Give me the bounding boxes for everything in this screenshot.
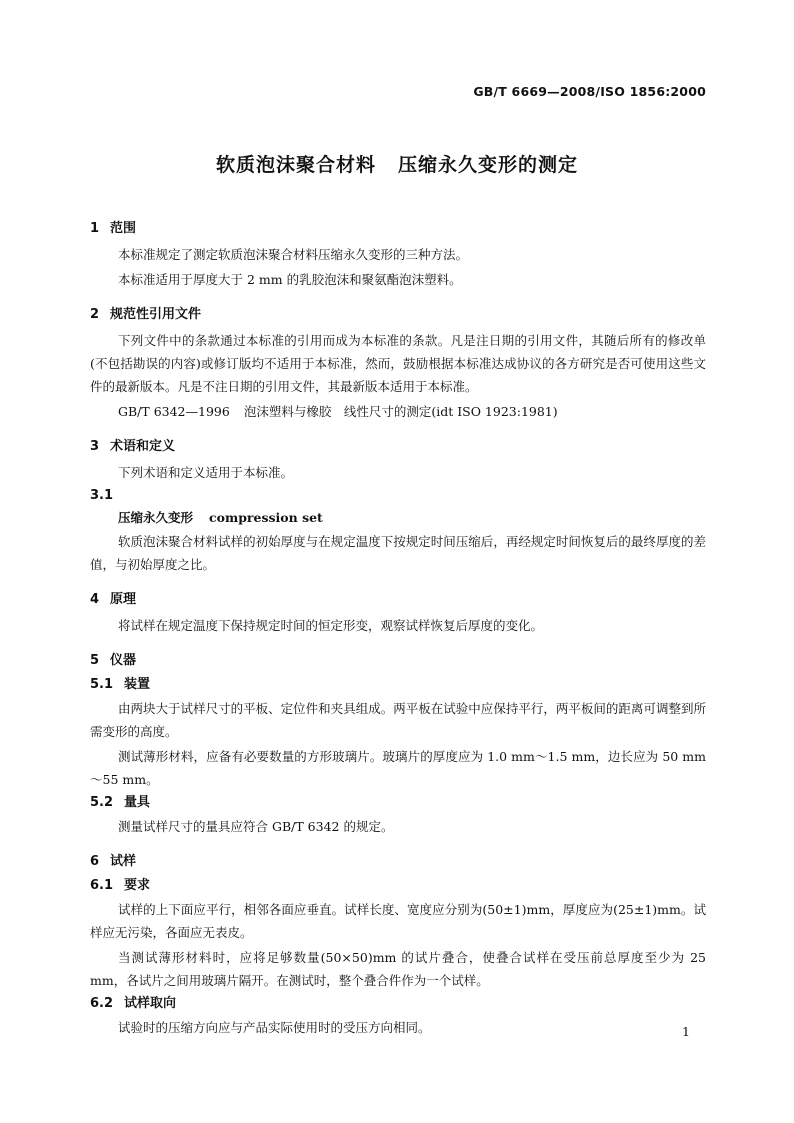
section-2-paragraph-1: 下列文件中的条款通过本标准的引用而成为本标准的条款。凡是注日期的引用文件，其随后所有的修改单(不包括勘误的内容)或修订版均不适用于本标准，然而，鼓励根据本标准达成协议的各方研究是否可使用这些文件的最新版本。凡是不注日期的引用文件，其最新版本适用于本标准。: [90, 333, 706, 394]
term-english: compression set: [209, 510, 323, 525]
subsection-6-1-paragraph-1: 试样的上下面应平行，相邻各面应垂直。试样长度、宽度应分别为(50±1)mm，厚度应为(25±1)mm。试样应无污染，各面应无表皮。: [90, 902, 706, 940]
standard-code: GB/T 6669—2008/ISO 1856:2000: [473, 84, 706, 99]
title-part-1: 软质泡沫聚合材料: [215, 154, 376, 176]
subsection-6-1-paragraph-2: 当测试薄形材料时，应将足够数量(50×50)mm 的试片叠合，使叠合试样在受压前总厚度至少为 25 mm，各试片之间用玻璃片隔开。在测试时，整个叠合件作为一个试样。: [90, 950, 706, 988]
subsection-5-2-heading: 5.2 量具: [90, 795, 151, 810]
term-entry: [90, 508, 706, 528]
section-1-paragraph-2: 本标准适用于厚度大于 2 mm 的乳胶泡沫和聚氨酯泡沫塑料。: [118, 272, 462, 287]
document-body: [90, 219, 706, 1041]
subsection-5-1-paragraph-1: 由两块大于试样尺寸的平板、定位件和夹具组成。两平板在试验中应保持平行，两平板间的距离可调整到所需变形的高度。: [90, 701, 706, 739]
page-number: 1: [682, 1024, 690, 1039]
subsection-6-2-paragraph-1: 试验时的压缩方向应与产品实际使用时的受压方向相同。: [118, 1020, 431, 1035]
term-definition: 软质泡沫聚合材料试样的初始厚度与在规定温度下按规定时间压缩后，再经规定时间恢复后的最终厚度的差值，与初始厚度之比。: [90, 534, 706, 572]
normative-reference: [90, 400, 706, 423]
reference-code: GB/T 6342—1996: [118, 404, 230, 419]
section-6-heading: 6 试样: [90, 854, 137, 869]
subsection-5-1-heading: 5.1 装置: [90, 677, 151, 692]
subsection-6-1-heading: 6.1 要求: [90, 878, 151, 893]
subsection-3-1-number: 3.1: [90, 488, 114, 503]
section-2-heading: 2 规范性引用文件: [90, 307, 202, 322]
term-chinese: 压缩永久变形: [118, 510, 194, 525]
subsection-5-2-paragraph-1: 测量试样尺寸的量具应符合 GB/T 6342 的规定。: [118, 819, 394, 834]
section-5-heading: 5 仪器: [90, 653, 137, 668]
section-4-heading: 4 原理: [90, 592, 137, 607]
subsection-6-2-heading: 6.2 试样取向: [90, 996, 177, 1011]
section-3-paragraph-1: 下列术语和定义适用于本标准。: [118, 465, 294, 480]
section-1-heading: 1 范围: [90, 221, 137, 236]
reference-title: 泡沫塑料与橡胶 线性尺寸的测定(idt ISO 1923:1981): [243, 404, 558, 419]
document-title: [0, 150, 794, 177]
section-4-paragraph-1: 将试样在规定温度下保持规定时间的恒定形变，观察试样恢复后厚度的变化。: [118, 618, 544, 633]
title-part-2: 压缩永久变形的测定: [398, 154, 579, 176]
section-3-heading: 3 术语和定义: [90, 439, 176, 454]
subsection-5-1-paragraph-2: 测试薄形材料，应备有必要数量的方形玻璃片。玻璃片的厚度应为 1.0 mm～1.5 mm，边长应为 50 mm～55 mm。: [90, 749, 706, 787]
section-1-paragraph-1: 本标准规定了测定软质泡沫聚合材料压缩永久变形的三种方法。: [118, 247, 469, 262]
